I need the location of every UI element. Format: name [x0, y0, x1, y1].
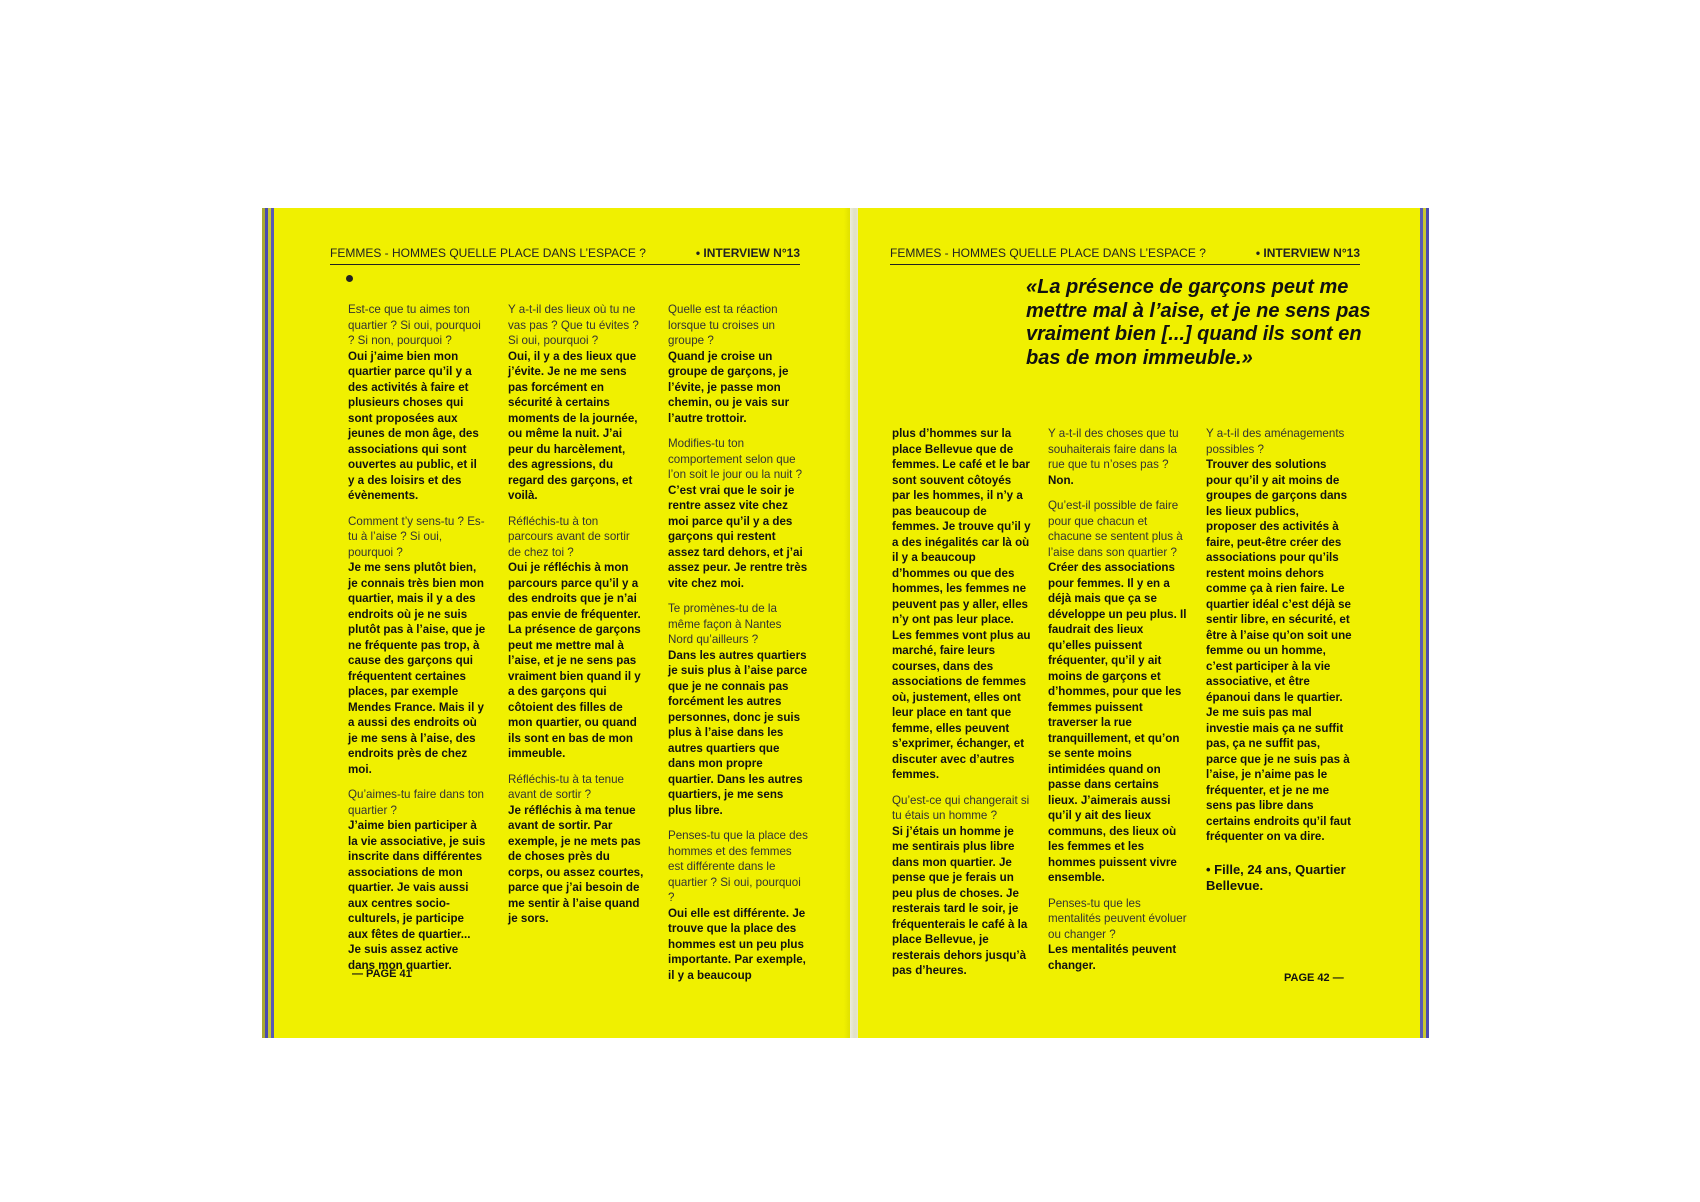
right-running-header	[890, 240, 1360, 265]
interview-question: Y a-t-il des aménagements possibles ?	[1206, 427, 1345, 456]
interview-answer: Trouver des solutions pour qu’il y ait moins de groupes de garçons dans les lieux publics, proposer des activités à faire, peut-être créer des associations pour qu’ils restent moins dehors comme ça à rien faire. Le quartier idéal c’est déjà se sentir libre, en sécurité, et être à l’aise qu’on soit une femme ou un homme, c’est participer à la vie associative, et être épanoui dans le quartier. Je me suis pas mal investie mais ça ne suffit pas, ça ne suffit pas, parce que je ne suis pas à l’aise, je n’aime pas le fréquenter, et je ne me sens pas libre dans certains endroits qu’il faut fréquenter on va dire.	[1206, 458, 1352, 843]
interview-question: Modifies-tu ton comportement selon que l’on soit le jour ou la nuit ?	[668, 437, 803, 481]
right-page-number: PAGE 42 —	[1284, 972, 1344, 984]
signature: • Fille, 24 ans, Quartier Bellevue.	[1206, 862, 1346, 893]
right-header-tag: • INTERVIEW N°13	[1255, 246, 1360, 260]
interview-question: Réfléchis-tu à ta tenue avant de sortir ?	[508, 772, 625, 801]
bullet-icon	[346, 275, 353, 282]
right-column-1	[892, 426, 1032, 989]
right-page	[858, 208, 1420, 1038]
interview-question: Penses-tu que les mentalités peuvent évoluer ou changer ?	[1048, 896, 1187, 941]
left-column-2	[508, 302, 644, 937]
interview-answer: plus d’hommes sur la place Bellevue que de femmes. Le café et le bar sont souvent côtoyés par les hommes, il n’y a pas beaucoup de femmes. Je trouve qu’il y a des inégalités car là où il y a beaucoup d’hommes ou que des hommes, les femmes ne peuvent pas y aller, elles n’y ont pas leur place. Les femmes vont plus au marché, faire leurs courses, dans des associations de femmes où, justement, elles ont leur place en tant que femme, elles peuvent s’exprimer, échanger, et discuter avec d’autres femmes.	[892, 427, 1031, 781]
interview-question: Y a-t-il des choses que tu souhaiterais faire dans la rue que tu n’oses pas ?	[1048, 427, 1179, 471]
left-column-1	[348, 302, 486, 983]
interview-answer: Les mentalités peuvent changer.	[1048, 943, 1177, 972]
left-page-number: — PAGE 41	[352, 968, 412, 980]
signature-block	[1206, 848, 1352, 894]
interview-answer: C’est vrai que le soir je rentre assez vite chez moi parce qu’il y a des garçons qui restent assez tard dehors, et j’ai assez peur. Je rentre très vite chez moi.	[668, 483, 808, 590]
interview-question: Y a-t-il des lieux où tu ne vas pas ? Que tu évites ? Si oui, pourquoi ?	[508, 303, 639, 347]
interview-answer: Je me sens plutôt bien, je connais très bien mon quartier, mais il y a des endroits où je ne suis plutôt pas à l’aise, que je ne fréquente pas trop, à cause des garçons qui fréquentent certaines places, par exemple Mendes France. Mais il y a aussi des endroits où je me sens à l’aise, des endroits près de chez moi.	[348, 561, 486, 776]
interview-answer: Quand je croise un groupe de garçons, je l’évite, je passe mon chemin, ou je vais sur l’autre trottoir.	[668, 349, 790, 425]
right-column-3	[1206, 426, 1352, 855]
interview-question: Penses-tu que la place des hommes et des femmes est différente dans le quartier ? Si oui, pourquoi ?	[668, 829, 808, 904]
interview-answer: J’aime bien participer à la vie associative, je suis inscrite dans différentes associations de mon quartier. Je vais aussi aux centres socio-culturels, je participe aux fêtes de quartier... Je suis assez active dans mon quartier.	[348, 819, 486, 972]
interview-question: Réfléchis-tu à ton parcours avant de sortir de chez toi ?	[508, 514, 630, 559]
left-column-3	[668, 302, 808, 993]
interview-answer: Oui elle est différente. Je trouve que la place des hommes est un peu plus importante. Par exemple, il y a beaucoup	[668, 906, 806, 982]
left-running-header	[330, 240, 800, 265]
interview-question: Qu’est-ce qui changerait si tu étais un homme ?	[892, 793, 1030, 822]
interview-answer: Je réfléchis à ma tenue avant de sortir. Par exemple, je ne mets pas de choses près du corps, ou assez courtes, parce que j’ai besoin de me sentir à l’aise quand je sors.	[508, 803, 644, 925]
left-header-tag: • INTERVIEW N°13	[695, 246, 800, 260]
interview-question: Qu’aimes-tu faire dans ton quartier ?	[348, 788, 484, 817]
interview-answer: Non.	[1048, 473, 1074, 487]
magazine-spread	[274, 208, 1420, 1038]
left-header-title: FEMMES - HOMMES QUELLE PLACE DANS L’ESPACE ?	[330, 246, 646, 260]
interview-question: Est-ce que tu aimes ton quartier ? Si oui, pourquoi ? Si non, pourquoi ?	[348, 303, 481, 347]
left-page	[274, 208, 850, 1038]
interview-answer: Dans les autres quartiers je suis plus à l’aise parce que je ne connais pas forcément les autres personnes, donc je suis plus à l’aise dans les autres quartiers que dans mon propre quartier. Dans les autres quartiers, je me sens plus libre.	[668, 648, 808, 817]
interview-question: Qu’est-il possible de faire pour que chacun et chacune se sentent plus à l’aise dans son quartier ?	[1048, 499, 1183, 559]
right-column-2	[1048, 426, 1188, 983]
pull-quote: «La présence de garçons peut me mettre mal à l’aise, et je ne sens pas vraiment bien [...] quand ils sont en bas de mon immeuble.»	[1026, 276, 1371, 369]
interview-question: Te promènes-tu de la même façon à Nantes Nord qu’ailleurs ?	[668, 602, 782, 646]
interview-answer: Oui j’aime bien mon quartier parce qu’il y a des activités à faire et plusieurs choses qui sont proposées aux jeunes de mon âge, des associations qui sont ouvertes au public, et il y a des loisirs et des évènements.	[348, 349, 479, 502]
interview-question: Comment t’y sens-tu ? Es-tu à l’aise ? Si oui, pourquoi ?	[348, 514, 485, 559]
interview-answer: Créer des associations pour femmes. Il y en a déjà mais que ça se développe un peu plus. Il faudrait des lieux qu’elles puissent fréquenter, qu’il y ait moins de garçons et d’hommes, pour que les femmes puissent traverser la rue tranquillement, et qu’on se sente moins intimidées quand on passe dans certains lieux. J’aimerais aussi qu’il y ait des lieux communs, des lieux où les femmes et les hommes puissent vivre ensemble.	[1048, 561, 1187, 884]
right-header-title: FEMMES - HOMMES QUELLE PLACE DANS L’ESPACE ?	[890, 246, 1206, 260]
interview-question: Quelle est ta réaction lorsque tu croises un groupe ?	[668, 303, 778, 347]
interview-answer: Si j’étais un homme je me sentirais plus libre dans mon quartier. Je pense que je ferais un peu plus de choses. Je resterais tard le soir, je fréquenterais le café à la place Bellevue, je resterais dehors jusqu’à pas d’heures.	[892, 824, 1028, 977]
interview-answer: Oui je réfléchis à mon parcours parce qu’il y a des endroits que je n’ai pas envie de fréquenter. La présence de garçons peut me mettre mal à l’aise, et je ne sens pas vraiment bien quand il y a des garçons qui côtoient des filles de mon quartier, ou quand ils sont en bas de mon immeuble.	[508, 561, 641, 760]
interview-answer: Oui, il y a des lieux que j’évite. Je ne me sens pas forcément en sécurité à certains moments de la journée, ou même la nuit. J’ai peur du harcèlement, des agressions, du regard des garçons, et voilà.	[508, 349, 638, 502]
